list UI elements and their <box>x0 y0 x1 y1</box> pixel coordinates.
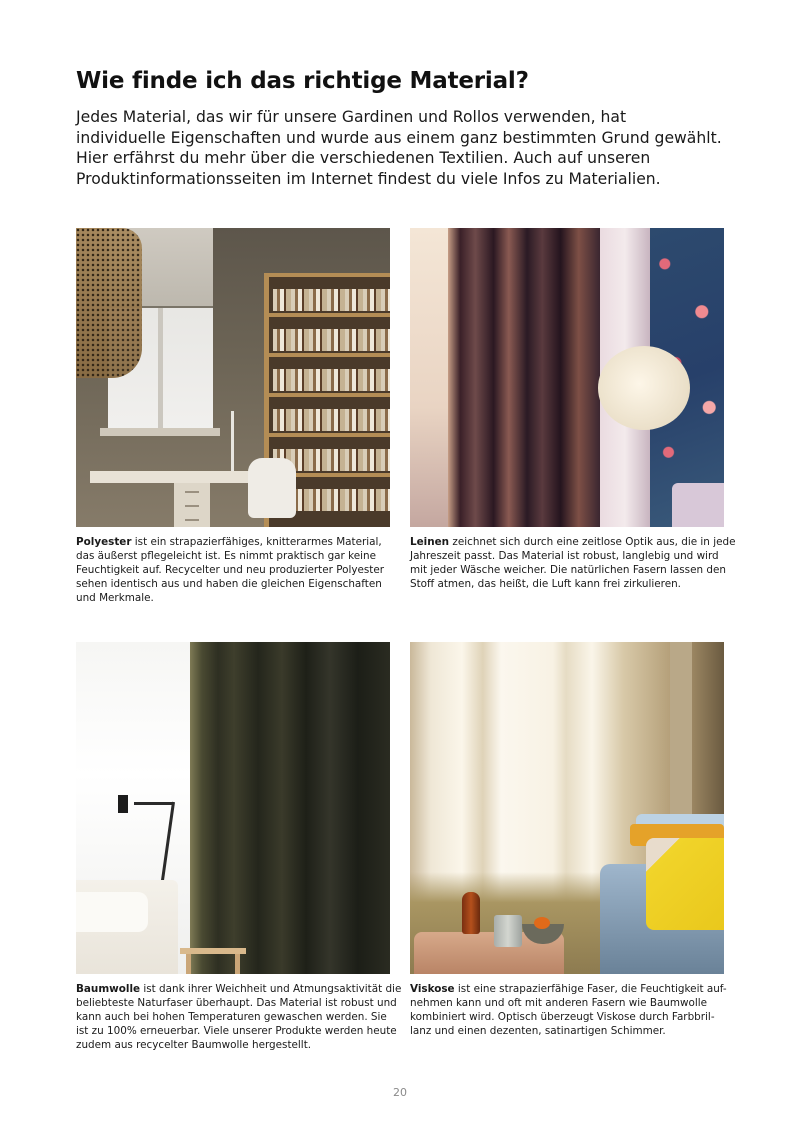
intro-line: Hier erfährst du mehr über die verschiedenen Textilien. Auch auf unseren <box>76 149 651 168</box>
polyester-caption: Polyester ist ein strapazierfähiges, knitterarmes Material, das äußerst pflegeleicht ist. Es nimmt praktisch gar keine Feuchtigkeit auf. Recycelter und neu produzierter Polyester sehen identisch aus und haben die gleichen Eigenschaften und Merkmale. <box>76 536 385 604</box>
material-name: Viskose <box>410 983 455 995</box>
page-title: Wie finde ich das richtige Material? <box>76 68 529 94</box>
material-name: Baumwolle <box>76 983 141 995</box>
page-number: 20 <box>393 1086 407 1099</box>
viscose-caption: Viskose ist eine strapazierfähige Faser, die Feuchtigkeit auf- nehmen kann und oft mit anderen Fasern wie Baumwolle kombiniert wird. Optisch überzeugt Viskose durch Farbbril- lanz und einen dezenten, satinartigen Schimmer. <box>410 983 727 1037</box>
paper-lantern <box>598 346 690 430</box>
cotton-caption: Baumwolle ist dank ihrer Weichheit und Atmungsaktivität die beliebteste Naturfaser überhaupt. Das Material ist robust und kann auch bei hohen Temperaturen gewaschen werden. Sie ist zu 100% erneuerbar. Viele unserer Produkte werden heute zudem aus recycelter Baumwolle hergestellt. <box>76 983 402 1051</box>
linen-photo <box>410 228 724 527</box>
linen-caption: Leinen zeichnet sich durch eine zeitlose Optik aus, die in jede Jahreszeit passt. Das Material ist robust, langlebig und wird mit jeder Wäsche weicher. Die natürlichen Fasern lassen den Stoff atmen, das heißt, die Luft kann frei zirkulieren. <box>410 536 736 590</box>
material-name: Leinen <box>410 536 450 548</box>
viscose-photo <box>410 642 724 974</box>
polyester-photo <box>76 228 390 527</box>
intro-line: Produktinformationsseiten im Internet findest du viele Infos zu Materialien. <box>76 169 661 188</box>
intro-line: Jedes Material, das wir für unsere Gardinen und Rollos verwenden, hat <box>76 108 627 126</box>
rattan-lamp <box>76 228 142 378</box>
material-name: Polyester <box>76 536 132 548</box>
cotton-photo <box>76 642 390 974</box>
intro-line: individuelle Eigenschaften und wurde aus einem ganz bestimmten Grund gewählt. <box>76 128 722 147</box>
intro-paragraph <box>76 107 736 189</box>
